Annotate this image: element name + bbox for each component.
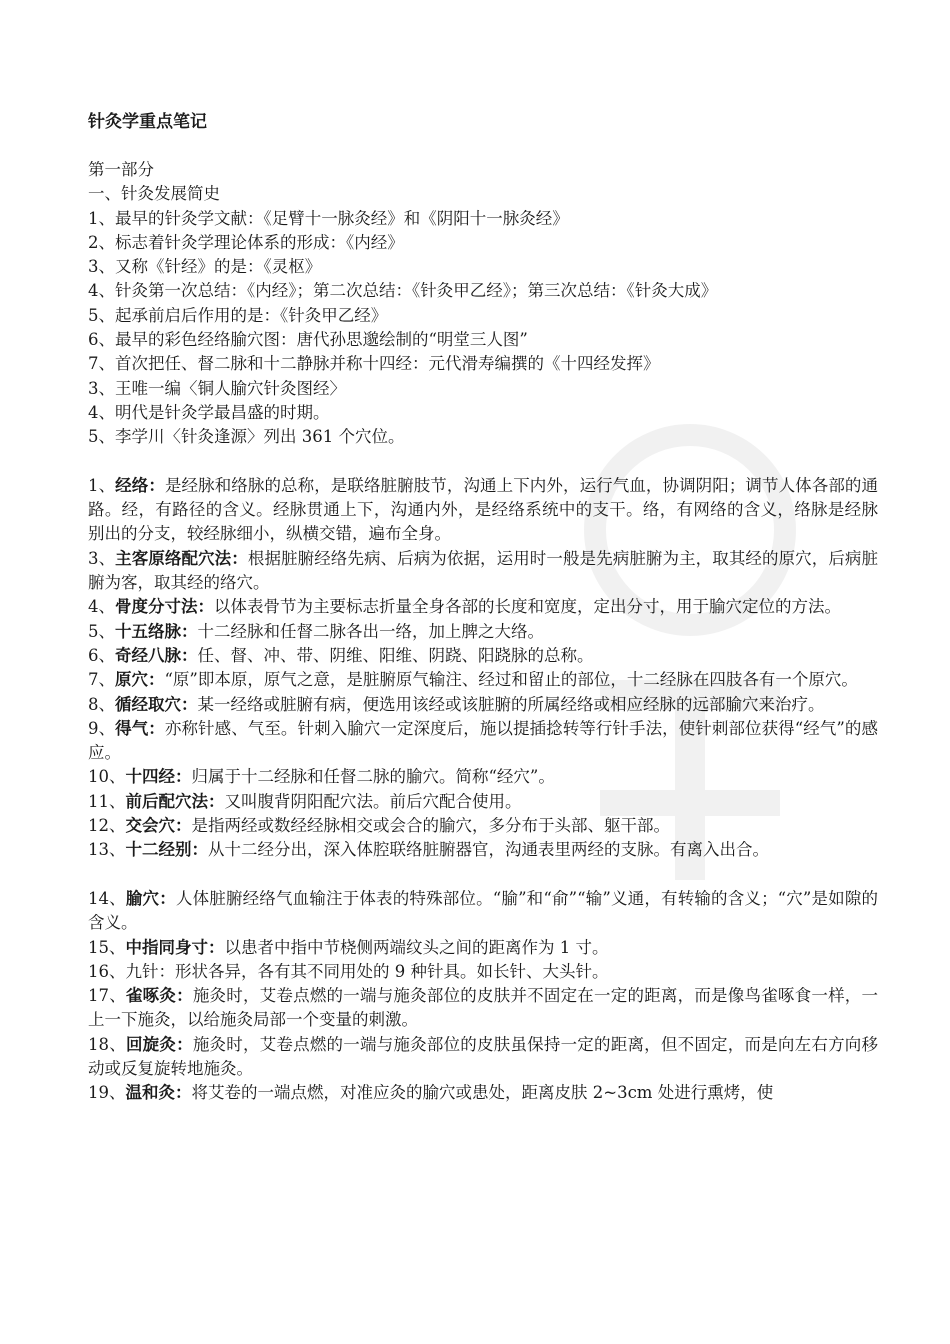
history-item: 4、明代是针灸学最昌盛的时期。 bbox=[88, 402, 330, 422]
term-entry: 16、九针：形状各异，各有其不同用处的 9 种针具。如长针、大头针。 bbox=[88, 961, 609, 981]
term-name: 主客原络配穴法： bbox=[115, 548, 248, 568]
history-item: 5、李学川〈针灸逢源〉列出 361 个穴位。 bbox=[88, 427, 405, 447]
term-entry: 8、循经取穴：某一经络或脏腑有病，便选用该经或该脏腑的所属经络或相应经脉的远部腧穴来治疗。 bbox=[88, 694, 825, 714]
term-name: 骨度分寸法： bbox=[115, 597, 214, 617]
term-name: 回旋灸： bbox=[125, 1034, 193, 1054]
history-item: 3、王唯一编〈铜人腧穴针灸图经〉 bbox=[88, 378, 346, 398]
history-item: 7、首次把任、督二脉和十二静脉并称十四经：元代滑寿编撰的《十四经发挥》 bbox=[88, 354, 660, 374]
term-entry: 13、十二经别：从十二经分出，深入体腔联络脏腑器官，沟通表里两经的支脉。有离入出合。 bbox=[88, 840, 769, 860]
term-entry: 15、中指同身寸：以患者中指中节桡侧两端纹头之间的距离作为 1 寸。 bbox=[88, 937, 609, 957]
terms-list-b bbox=[88, 887, 878, 1106]
document-page bbox=[88, 110, 878, 1106]
term-entry: 11、前后配穴法：又叫腹背阴阳配穴法。前后穴配合使用。 bbox=[88, 791, 522, 811]
history-item: 1、最早的针灸学文献：《足臂十一脉灸经》和《阴阳十一脉灸经》 bbox=[88, 208, 569, 228]
term-name: 奇经八脉： bbox=[115, 645, 198, 665]
term-name: 经络： bbox=[115, 475, 165, 495]
term-entry: 1、经络：是经脉和络脉的总称，是联络脏腑肢节，沟通上下内外，运行气血，协调阴阳；调节人体各部的通路。经，有路径的含义。经脉贯通上下，沟通内外，是经络系统中的支干。络，有网络的含义，络脉是经脉别出的分支，较经脉细小，纵横交错，遍布全身。 bbox=[88, 475, 879, 544]
term-name: 循经取穴： bbox=[115, 694, 198, 714]
part-heading: 第一部分 bbox=[88, 160, 154, 179]
term-entry: 12、交会穴：是指两经或数经经脉相交或会合的腧穴，多分布于头部、躯干部。 bbox=[88, 816, 670, 836]
term-entry: 4、骨度分寸法：以体表骨节为主要标志折量全身各部的长度和宽度，定出分寸，用于腧穴定位的方法。 bbox=[88, 597, 841, 617]
term-name: 原穴： bbox=[115, 670, 165, 690]
term-entry: 9、得气：亦称针感、气至。针刺入腧穴一定深度后，施以提插捻转等行针手法，使针刺部位获得“经气”的感应。 bbox=[88, 718, 879, 763]
term-entry: 3、主客原络配穴法：根据脏腑经络先病、后病为依据，运用时一般是先病脏腑为主，取其经的原穴，后病脏腑为客，取其经的络穴。 bbox=[88, 548, 879, 593]
term-entry: 6、奇经八脉：任、督、冲、带、阴维、阳维、阴跷、阳跷脉的总称。 bbox=[88, 645, 594, 665]
term-entry: 7、原穴：“原”即本原，原气之意，是脏腑原气输注、经过和留止的部位，十二经脉在四肢各有一个原穴。 bbox=[88, 670, 858, 690]
terms-list-a bbox=[88, 474, 878, 863]
term-name: 十五络脉： bbox=[115, 621, 198, 641]
term-entry: 10、十四经：归属于十二经脉和任督二脉的腧穴。简称“经穴”。 bbox=[88, 767, 555, 787]
term-name: 腧穴： bbox=[125, 888, 176, 908]
term-name: 得气： bbox=[115, 718, 165, 738]
term-name: 前后配穴法： bbox=[125, 791, 225, 811]
term-entry: 19、温和灸：将艾卷的一端点燃，对准应灸的腧穴或患处，距离皮肤 2~3cm 处进行熏烤，使 bbox=[88, 1083, 774, 1103]
term-entry: 18、回旋灸：施灸时，艾卷点燃的一端与施灸部位的皮肤虽保持一定的距离，但不固定，而是向左右方向移动或反复旋转地施灸。 bbox=[88, 1034, 879, 1078]
document-title: 针灸学重点笔记 bbox=[88, 112, 207, 132]
term-name: 雀啄灸： bbox=[125, 986, 193, 1006]
history-list bbox=[88, 207, 878, 450]
term-name: 十二经别： bbox=[125, 840, 208, 860]
term-entry: 5、十五络脉：十二经脉和任督二脉各出一络，加上脾之大络。 bbox=[88, 621, 544, 641]
history-item: 4、针灸第一次总结：《内经》；第二次总结：《针灸甲乙经》；第三次总结：《针灸大成》 bbox=[88, 281, 718, 301]
term-name: 十四经： bbox=[125, 767, 192, 787]
history-item: 6、最早的彩色经络腧穴图：唐代孙思邈绘制的“明堂三人图” bbox=[88, 330, 528, 350]
term-entry: 17、雀啄灸：施灸时，艾卷点燃的一端与施灸部位的皮肤并不固定在一定的距离，而是像鸟雀啄食一样，一上一下施灸，以给施灸局部一个变量的刺激。 bbox=[88, 986, 879, 1030]
term-name: 交会穴： bbox=[125, 816, 192, 836]
history-item: 3、又称《针经》的是：《灵枢》 bbox=[88, 257, 322, 277]
term-name: 温和灸： bbox=[125, 1083, 192, 1103]
history-item: 5、起承前启后作用的是：《针灸甲乙经》 bbox=[88, 305, 388, 325]
term-name: 中指同身寸： bbox=[125, 937, 225, 957]
term-entry: 14、腧穴：人体脏腑经络气血输注于体表的特殊部位。“腧”和“俞”“输”义通，有转输的含义；“穴”是如隙的含义。 bbox=[88, 888, 879, 933]
section-heading: 一、针灸发展简史 bbox=[88, 184, 220, 204]
history-item: 2、标志着针灸学理论体系的形成：《内经》 bbox=[88, 232, 404, 252]
